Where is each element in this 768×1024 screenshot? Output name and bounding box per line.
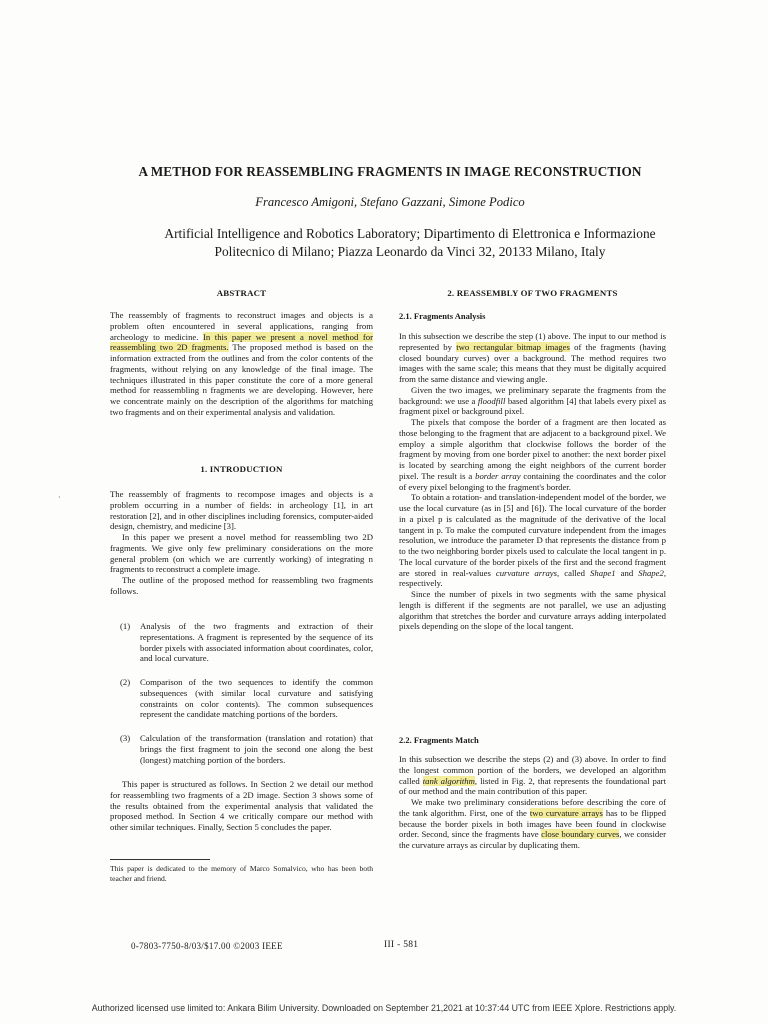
s22-p2-b: has to be flipped because the border pixels in both images have been found in clockwise order. Second, since the fragments have [399, 807, 666, 840]
introduction-body [110, 489, 373, 597]
isbn-line: 0-7803-7750-8/03/$17.00 ©2003 IEEE [131, 941, 283, 951]
paper-title: A METHOD FOR REASSEMBLING FRAGMENTS IN IMAGE RECONSTRUCTION [138, 164, 642, 179]
list-item-number: (3) [120, 733, 131, 743]
abstract-body [110, 310, 373, 418]
abstract-highlight: In this paper we present a novel method for reassembling two 2D fragments. [110, 331, 373, 353]
s22-p2-a: We make two preliminary considerations before describing the core of the tank algorithm. First, one of the [399, 797, 666, 818]
intro-paragraph-4-block [110, 779, 373, 833]
introduction-heading: 1. INTRODUCTION [200, 464, 283, 474]
subsection-2-2-body [399, 754, 666, 851]
footnote: This paper is dedicated to the memory of Marco Somalvico, who has been both teacher and friend. [110, 864, 373, 883]
s21-p1-b: of the fragments (having closed boundary curves) over a background. The method requires two images with the same scale; this means that they must be digitally acquired from the same distance and viewing angle. [399, 341, 666, 384]
scan-speck: · [58, 493, 61, 502]
s21-p4-em2: Shape1 [590, 567, 616, 578]
page-number: III - 581 [384, 940, 419, 950]
list-item [120, 733, 373, 765]
subsection-2-2-heading: 2.2. Fragments Match [399, 735, 479, 745]
s22-p1-b: , listed in Fig. 2, that represents the foundational part of our method and the main contribution of this paper. [399, 775, 666, 797]
license-notice: Authorized licensed use limited to: Ankara Bilim University. Downloaded on September 21,2021 at 10:37:44 UTC from IEEE Xplore. Restrictions apply. [91, 1003, 677, 1013]
list-item-text: Calculation of the transformation (translation and rotation) that brings the first fragment to join the second one along the best (longest) matching portion of the borders. [140, 733, 373, 765]
intro-paragraph-1: The reassembly of fragments to recompose images and objects is a problem occurring in a number of fields: in archeology [1], in art restoration [2], and in other disciplines including forensics, computer-aided design, chemistry, and medicine [3]. [110, 489, 373, 532]
s21-p4-em: curvature arrays [495, 567, 558, 578]
abstract-text-1: The reassembly of fragments to reconstruct images and objects is a problem often encountered in several applications, ranging from archeology to medicine. [110, 310, 373, 342]
s21-p4-a: To obtain a rotation- and translation-independent model of the border, we use the local curvature (as in [5] and [6]). The local curvature of the border in a pixel p is calculated as the magnitude of the derivative of the local tangent in p. To make the computed curvature independent from the images resolution, we introduce the parameter D that represents the distance from p to the two neighboring border pixels used to calculate the local tangent in p. The local curvature of the border pixels of the first and the second fragment are stored in real-values [399, 492, 667, 578]
affiliation-line-1: Artificial Intelligence and Robotics Laboratory; Dipartimento di Elettronica e Informazione [164, 226, 656, 241]
section-2-heading: 2. REASSEMBLY OF TWO FRAGMENTS [447, 288, 618, 298]
s21-p4-em3: Shape2 [638, 567, 664, 578]
s21-p5: Since the number of pixels in two segments with the same physical length is different if the segments are not parallel, we use an adjusting algorithm that stretches the border and curvature arrays adding interpolated pixels depending on the slope of the local tangent. [399, 589, 666, 632]
subsection-2-1-body [399, 331, 666, 632]
s21-p2-em: floodfill [477, 395, 506, 406]
s22-p2-highlight-2: close boundary curves [541, 829, 620, 840]
s21-p3-em: border array [475, 470, 521, 481]
subsection-2-1-heading: 2.1. Fragments Analysis [399, 311, 486, 321]
s22-p2-c: , we consider the curvature arrays as circular by duplicating them. [399, 829, 667, 850]
list-item-text: Comparison of the two sequences to identify the common subsequences (with similar local curvature and satisfying constraints on color contents). The common subsequences represent the candidate matching portions of the borders. [140, 677, 373, 720]
s21-p2-a: Given the two images, we preliminary separate the fragments from the background: we use a [399, 384, 666, 406]
list-item-number: (2) [120, 677, 131, 687]
s21-p1-a: In this subsection we describe the step (1) above. The input to our method is represented by [399, 331, 666, 352]
s21-p1-highlight: two rectangular bitmap images [456, 341, 570, 352]
affiliation-line-2: Politecnico di Milano; Piazza Leonardo da Vinci 32, 20133 Milano, Italy [214, 244, 606, 259]
s22-p2-highlight: two curvature arrays [529, 807, 603, 818]
s22-p1-highlight: tank algorithm [422, 775, 475, 786]
list-item-number: (1) [120, 621, 131, 631]
list-item-text: Analysis of the two fragments and extraction of their representations. A fragment is represented by the sequence of its border pixels with associated information about coordinates, color, and local curvature. [140, 621, 373, 664]
abstract-heading: ABSTRACT [216, 288, 267, 298]
paper-authors: Francesco Amigoni, Stefano Gazzani, Simone Podico [255, 195, 525, 209]
s22-p1-a: In this subsection we describe the steps (2) and (3) above. In order to find the longest common portion of the borders, we developed an algorithm called [399, 754, 666, 786]
list-item [120, 677, 373, 720]
s21-p4-d: , respectively. [399, 567, 666, 589]
abstract-text-2: The proposed method is based on the information extracted from the outlines and from the color contents of the fragments, without relying on any knowledge of the final image. The techniques illustrated in this paper constitute the core of a more general method for reassembling n fragments we are developing. However, here we concentrate mainly on the description of the algorithms for matching two fragments and on their experimental analysis and validation. [110, 342, 373, 417]
footnote-rule [110, 859, 210, 860]
s21-p4-b: , called [557, 567, 591, 578]
s21-p2-b: based algorithm [4] that labels every pixel as fragment pixel or background pixel. [399, 395, 666, 417]
list-item [120, 621, 373, 664]
s21-p3-a: The pixels that compose the border of a fragment are then located as those belonging to the fragment that are adjacent to a background pixel. We employ a simple algorithm that clockwise follows the border of the fragment by moving from one border pixel to another: the next border pixel is located by searching among the eight neighbors of the current border pixel. The result is a [399, 417, 666, 481]
intro-paragraph-4: This paper is structured as follows. In Section 2 we detail our method for reassembling two fragments of a 2D image. Section 3 shows some of the results obtained from the experimental analysis that validated the proposed method. In Section 4 we critically compare our method with other similar techniques. Finally, Section 5 concludes the paper. [110, 779, 373, 832]
intro-paragraph-2: In this paper we present a novel method for reassembling two 2D fragments. We give only few preliminary considerations on the more general problem (on which we are currently working) of integrating n fragments to reconstruct a complete image. [110, 532, 373, 575]
s21-p3-b: containing the coordinates and the color of every pixel belonging to the fragment's border. [399, 470, 666, 492]
s21-p4-c: and [615, 567, 639, 578]
intro-paragraph-3: The outline of the proposed method for reassembling two fragments follows. [110, 575, 373, 596]
